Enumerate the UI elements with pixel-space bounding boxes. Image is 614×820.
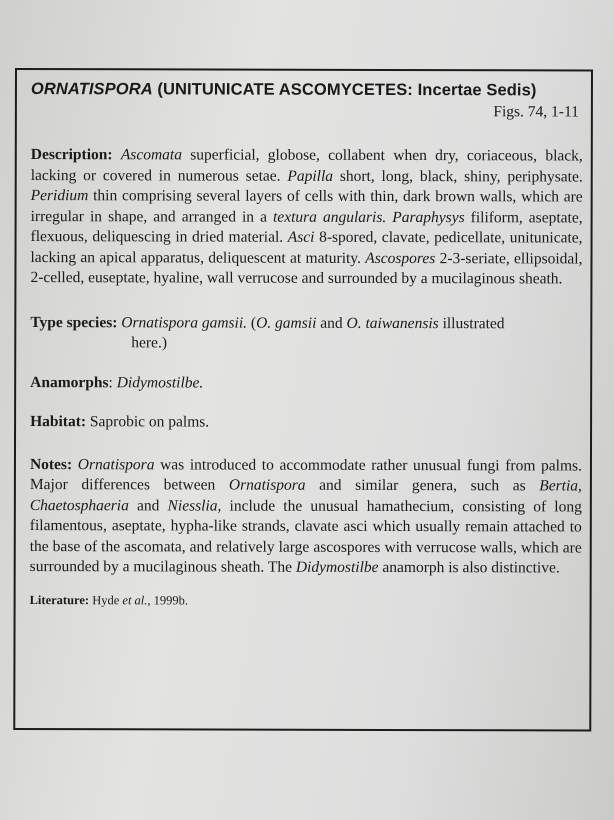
- description-text: superficial, globose, collabent when dry, coriaceous, black, lacking or covered in numerous setae.: [30, 146, 583, 185]
- term-didymostilbe: Didymostilbe: [295, 558, 379, 576]
- habitat-text: Saprobic on palms.: [86, 413, 210, 431]
- figure-reference: Figs. 74, 1-11: [493, 103, 579, 121]
- literature-text: , 1999b.: [147, 592, 189, 607]
- genus-entry-box: [13, 68, 593, 732]
- anamorphs-section: [30, 373, 582, 395]
- type-species-text: (: [247, 314, 257, 332]
- term-ascospores: Ascospores: [365, 249, 436, 267]
- term-bertia-chaetosphaeria: Bertia, Chaetosphaeria: [29, 477, 582, 514]
- term-ornatispora: Ornatispora: [228, 476, 306, 494]
- notes-text: was introduced to accommodate rather unusual fungi from palms. Major differences between: [29, 455, 582, 494]
- habitat-section: [30, 412, 582, 434]
- type-species-text: and: [316, 314, 347, 332]
- page-title: [31, 79, 583, 100]
- notes-section: [30, 455, 582, 579]
- term-asci: Asci: [287, 228, 315, 246]
- description-text: filiform, aseptate, flexuous, deliquescing in dried material.: [30, 208, 583, 246]
- term-niesslia: Niesslia,: [167, 496, 222, 515]
- term-peridium: Peridium: [30, 187, 89, 205]
- species-o-gamsii: O. gamsii: [256, 314, 317, 332]
- anamorphs-colon: :: [108, 373, 117, 391]
- notes-text: anamorph is also distinctive.: [378, 558, 560, 577]
- literature-text: Hyde: [89, 592, 123, 607]
- type-species-continuation: here.): [131, 334, 168, 352]
- description-text: 8-spored, clavate, pedicellate, unitunicate, lacking an apical apparatus, deliquescent at maturity.: [30, 228, 583, 267]
- term-ascomata: Ascomata: [120, 146, 183, 164]
- description-text: thin comprising several layers of cells with thin, dark brown walls, which are irregular in shape, and arranged in a: [30, 187, 583, 226]
- notes-text: and: [128, 496, 168, 514]
- description-text: 2-3-seriate, ellipsoidal, 2-celled, euseptate, hyaline, wall verrucose and surrounded by a mucilaginous sheath.: [30, 249, 583, 288]
- type-species-name: Ornatispora gamsii.: [121, 313, 248, 332]
- notes-text: include the unusual hamathecium, consisting of long filamentous, aseptate, hypha-like strands, clavate asci which usually remain attached to the base of the ascomata, and relatively large ascospores with verrucose walls, which are surrounded by a mucilaginous sheath. The: [29, 497, 582, 576]
- term-ornatispora: Ornatispora: [77, 455, 155, 473]
- literature-label: Literature:: [29, 592, 90, 607]
- species-o-taiwanensis: O. taiwanensis: [346, 314, 439, 332]
- description-text: short, long, black, shiny, periphysate.: [332, 167, 583, 185]
- habitat-label: Habitat:: [30, 413, 87, 431]
- genus-name: ORNATISPORA: [30, 80, 153, 99]
- term-paraphysys: Paraphysys: [392, 208, 465, 226]
- type-species-section: [30, 313, 582, 355]
- type-species-label: Type species:: [30, 313, 118, 331]
- description-label: Description:: [30, 146, 113, 164]
- description-section: [30, 145, 582, 290]
- literature-et-al: et al.: [122, 592, 148, 607]
- classification: (UNITUNICATE ASCOMYCETES: Incertae Sedis): [152, 80, 537, 100]
- anamorph-name: Didymostilbe.: [116, 373, 204, 391]
- literature-section: [30, 592, 582, 609]
- notes-label: Notes:: [29, 455, 73, 473]
- term-papilla: Papilla: [287, 167, 334, 185]
- notes-text: and similar genera, such as: [305, 476, 540, 495]
- anamorphs-label: Anamorphs: [30, 373, 109, 391]
- term-textura-angularis: textura angularis.: [272, 208, 387, 226]
- type-species-text: illustrated: [438, 314, 505, 332]
